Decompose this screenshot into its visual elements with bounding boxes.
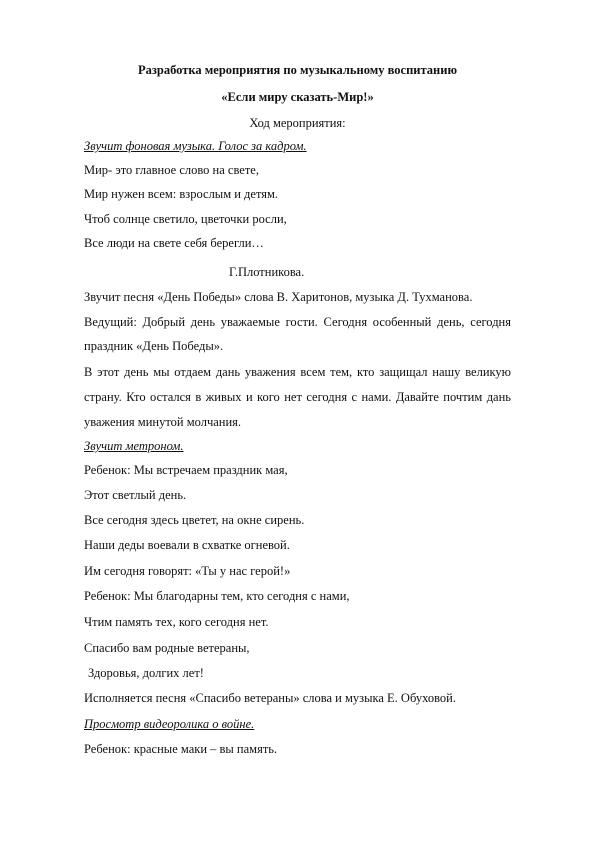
poem-line: Мир нужен всем: взрослым и детям.	[84, 187, 279, 201]
stage-direction: Просмотр видеоролика о войне.	[84, 717, 255, 731]
poem-line: Мир- это главное слово на свете,	[84, 163, 259, 177]
poem-line: Все люди на свете себя берегли…	[84, 236, 264, 250]
poem-line: Ребенок: красные маки – вы память.	[84, 742, 278, 756]
stage-direction: Звучит метроном.	[84, 439, 184, 453]
poem-line: Этот светлый день.	[84, 488, 187, 502]
poem-line: Наши деды воевали в схватке огневой.	[84, 538, 290, 552]
paragraph-line: страну. Кто остался в живых и кого нет сегодня с нами. Давайте почтим дань	[84, 390, 511, 404]
document-title: Разработка мероприятия по музыкальному воспитанию	[137, 63, 457, 77]
poem-line: Им сегодня говорят: «Ты у нас герой!»	[84, 564, 291, 578]
document-subtitle: «Если миру сказать-Мир!»	[221, 90, 374, 104]
paragraph-line: В этот день мы отдаем дань уважения всем тем, кто защищал нашу великую	[84, 365, 511, 379]
poem-author: Г.Плотникова.	[229, 265, 305, 279]
poem-line: Здоровья, долгих лет!	[88, 666, 204, 680]
poem-line: Чтоб солнце светило, цветочки росли,	[84, 212, 287, 226]
paragraph-line: уважения минутой молчания.	[84, 415, 242, 429]
stage-direction: Звучит фоновая музыка. Голос за кадром.	[84, 139, 307, 153]
poem-line: Спасибо вам родные ветераны,	[84, 641, 250, 655]
poem-line: Ребенок: Мы встречаем праздник мая,	[84, 463, 288, 477]
poem-line: Чтим память тех, кого сегодня нет.	[84, 615, 269, 629]
document-heading: Ход мероприятия:	[249, 116, 346, 130]
poem-line: Ребенок: Мы благодарны тем, кто сегодня с нами,	[84, 589, 350, 603]
paragraph-line: Исполняется песня «Спасибо ветераны» слова и музыка Е. Обуховой.	[84, 691, 456, 705]
paragraph-line: праздник «День Победы».	[84, 339, 224, 353]
poem-line: Все сегодня здесь цветет, на окне сирень.	[84, 513, 305, 527]
paragraph-line: Звучит песня «День Победы» слова В. Харитонов, музыка Д. Тухманова.	[84, 290, 473, 304]
paragraph-line: Ведущий: Добрый день уважаемые гости. Сегодня особенный день, сегодня	[84, 315, 511, 329]
